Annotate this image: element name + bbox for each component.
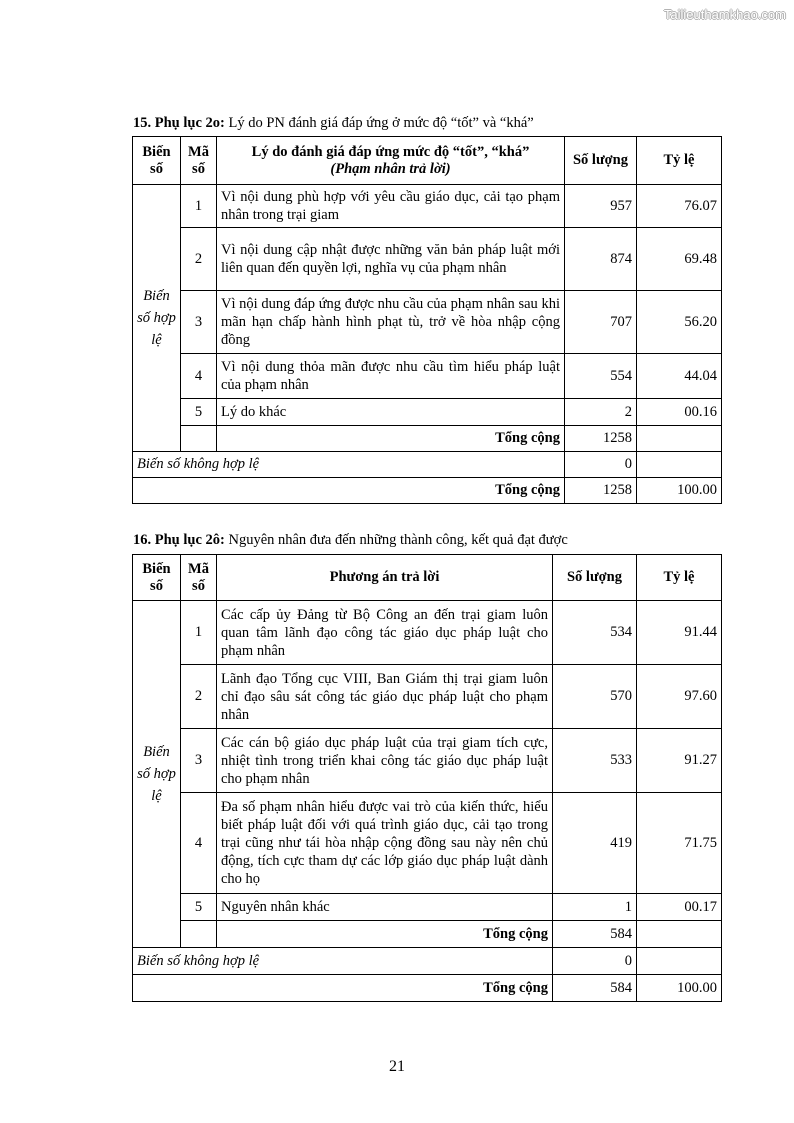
empty-cell: [637, 948, 722, 975]
row-count: 874: [565, 228, 637, 291]
page-number: 21: [389, 1058, 405, 1075]
row-count: 419: [553, 793, 637, 894]
row-code: 1: [181, 601, 217, 665]
total-count: 584: [553, 975, 637, 1002]
row-code: 4: [181, 793, 217, 894]
invalid-row: [133, 948, 722, 975]
table-row: [133, 399, 722, 426]
total-count: 1258: [565, 478, 637, 504]
table15: [132, 136, 722, 504]
row-count: 554: [565, 354, 637, 399]
invalid-count: 0: [553, 948, 637, 975]
row-code: 5: [181, 399, 217, 426]
valid-variable-label: Biến số hợp lệ: [133, 601, 181, 948]
header-bien-so: Biến số: [133, 555, 181, 601]
subtotal-row: [133, 426, 722, 452]
table-row: [133, 601, 722, 665]
invalid-variable-label: Biến số không hợp lệ: [133, 452, 565, 478]
row-percent: 44.04: [637, 354, 722, 399]
row-code: 2: [181, 228, 217, 291]
header-so-luong: Số lượng: [553, 555, 637, 601]
table16-title-text: Nguyên nhân đưa đến những thành công, kết quả đạt được: [224, 532, 568, 548]
subtotal-row: [133, 921, 722, 948]
table-row: [133, 354, 722, 399]
total-label: Tổng cộng: [133, 478, 565, 504]
table15-header-row: [133, 137, 722, 185]
row-text: Vì nội dung cập nhật được những văn bản pháp luật mới liên quan đến quyền lợi, nghĩa vụ của phạm nhân: [217, 228, 565, 291]
header-ma-so: Mã số: [181, 555, 217, 601]
table16-title: [133, 532, 568, 549]
empty-cell: [181, 921, 217, 948]
table-row: [133, 291, 722, 354]
row-percent: 69.48: [637, 228, 722, 291]
row-count: 707: [565, 291, 637, 354]
total-label: Tổng cộng: [133, 975, 553, 1002]
header-ty-le: Tỷ lệ: [637, 137, 722, 185]
table16-header-row: [133, 555, 722, 601]
row-percent: 00.16: [637, 399, 722, 426]
row-percent: 76.07: [637, 185, 722, 228]
table-row: [133, 185, 722, 228]
empty-cell: [181, 426, 217, 452]
header-so-luong: Số lượng: [565, 137, 637, 185]
table16: [132, 554, 722, 1002]
invalid-row: [133, 452, 722, 478]
empty-cell: [637, 452, 722, 478]
empty-cell: [637, 426, 722, 452]
row-percent: 56.20: [637, 291, 722, 354]
row-text: Vì nội dung phù hợp với yêu cầu giáo dục, cải tạo phạm nhân trong trại giam: [217, 185, 565, 228]
watermark: Tailieuthamkhao.com: [663, 7, 786, 22]
row-text: Các cán bộ giáo dục pháp luật của trại giam tích cực, nhiệt tình trong triển khai công tác giáo dục pháp luật cho phạm nhân: [217, 729, 553, 793]
row-code: 1: [181, 185, 217, 228]
row-text: Lãnh đạo Tổng cục VIII, Ban Giám thị trại giam luôn chỉ đạo sâu sát công tác giáo dục pháp luật cho phạm nhân: [217, 665, 553, 729]
header-ma-so: Mã số: [181, 137, 217, 185]
header-bien-so: Biến số: [133, 137, 181, 185]
header-phuong-an: Phương án trả lời: [217, 555, 553, 601]
row-count: 533: [553, 729, 637, 793]
row-text: Đa số phạm nhân hiểu được vai trò của kiến thức, hiểu biết pháp luật đối với quá trình giáo dục, cải tạo trong trại cũng như tái hòa nhập cộng đồng sau này nên chủ động, tích cực tham dự các lớp giáo dục pháp luật dành cho họ: [217, 793, 553, 894]
row-code: 3: [181, 729, 217, 793]
total-row: [133, 478, 722, 504]
row-count: 1: [553, 894, 637, 921]
row-count: 957: [565, 185, 637, 228]
row-count: 570: [553, 665, 637, 729]
header-ty-le: Tỷ lệ: [637, 555, 722, 601]
table-row: [133, 793, 722, 894]
row-count: 2: [565, 399, 637, 426]
row-percent: 97.60: [637, 665, 722, 729]
row-text: Vì nội dung thỏa mãn được nhu cầu tìm hiểu pháp luật của phạm nhân: [217, 354, 565, 399]
row-text: Lý do khác: [217, 399, 565, 426]
row-code: 3: [181, 291, 217, 354]
row-code: 2: [181, 665, 217, 729]
table-row: [133, 665, 722, 729]
row-text: Vì nội dung đáp ứng được nhu cầu của phạm nhân sau khi mãn hạn chấp hành hình phạt tù, trở về hòa nhập cộng đồng: [217, 291, 565, 354]
row-percent: 71.75: [637, 793, 722, 894]
table-row: [133, 729, 722, 793]
row-percent: 91.44: [637, 601, 722, 665]
invalid-count: 0: [565, 452, 637, 478]
valid-variable-label: Biến số hợp lệ: [133, 185, 181, 452]
row-code: 4: [181, 354, 217, 399]
invalid-variable-label: Biến số không hợp lệ: [133, 948, 553, 975]
row-percent: 91.27: [637, 729, 722, 793]
subtotal-label: Tổng cộng: [217, 426, 565, 452]
total-row: [133, 975, 722, 1002]
total-percent: 100.00: [637, 975, 722, 1002]
subtotal-count: 584: [553, 921, 637, 948]
table15-title-text: Lý do PN đánh giá đáp ứng ở mức độ “tốt” và “khá”: [224, 115, 534, 131]
header-ly-do: [217, 137, 565, 185]
table15-title: [133, 115, 534, 132]
row-code: 5: [181, 894, 217, 921]
table15-title-label: 15. Phụ lục 2o:: [133, 115, 225, 131]
header-ly-do-sub: (Phạm nhân trả lời): [330, 160, 451, 177]
subtotal-label: Tổng cộng: [217, 921, 553, 948]
subtotal-count: 1258: [565, 426, 637, 452]
row-text: Nguyên nhân khác: [217, 894, 553, 921]
row-text: Các cấp ủy Đảng từ Bộ Công an đến trại giam luôn quan tâm lãnh đạo công tác giáo dục pháp luật cho phạm nhân: [217, 601, 553, 665]
row-percent: 00.17: [637, 894, 722, 921]
total-percent: 100.00: [637, 478, 722, 504]
row-count: 534: [553, 601, 637, 665]
header-ly-do-main: Lý do đánh giá đáp ứng mức độ “tốt”, “khá”: [251, 143, 530, 160]
table16-title-label: 16. Phụ lục 2ô:: [133, 532, 225, 548]
table-row: [133, 228, 722, 291]
table-row: [133, 894, 722, 921]
empty-cell: [637, 921, 722, 948]
